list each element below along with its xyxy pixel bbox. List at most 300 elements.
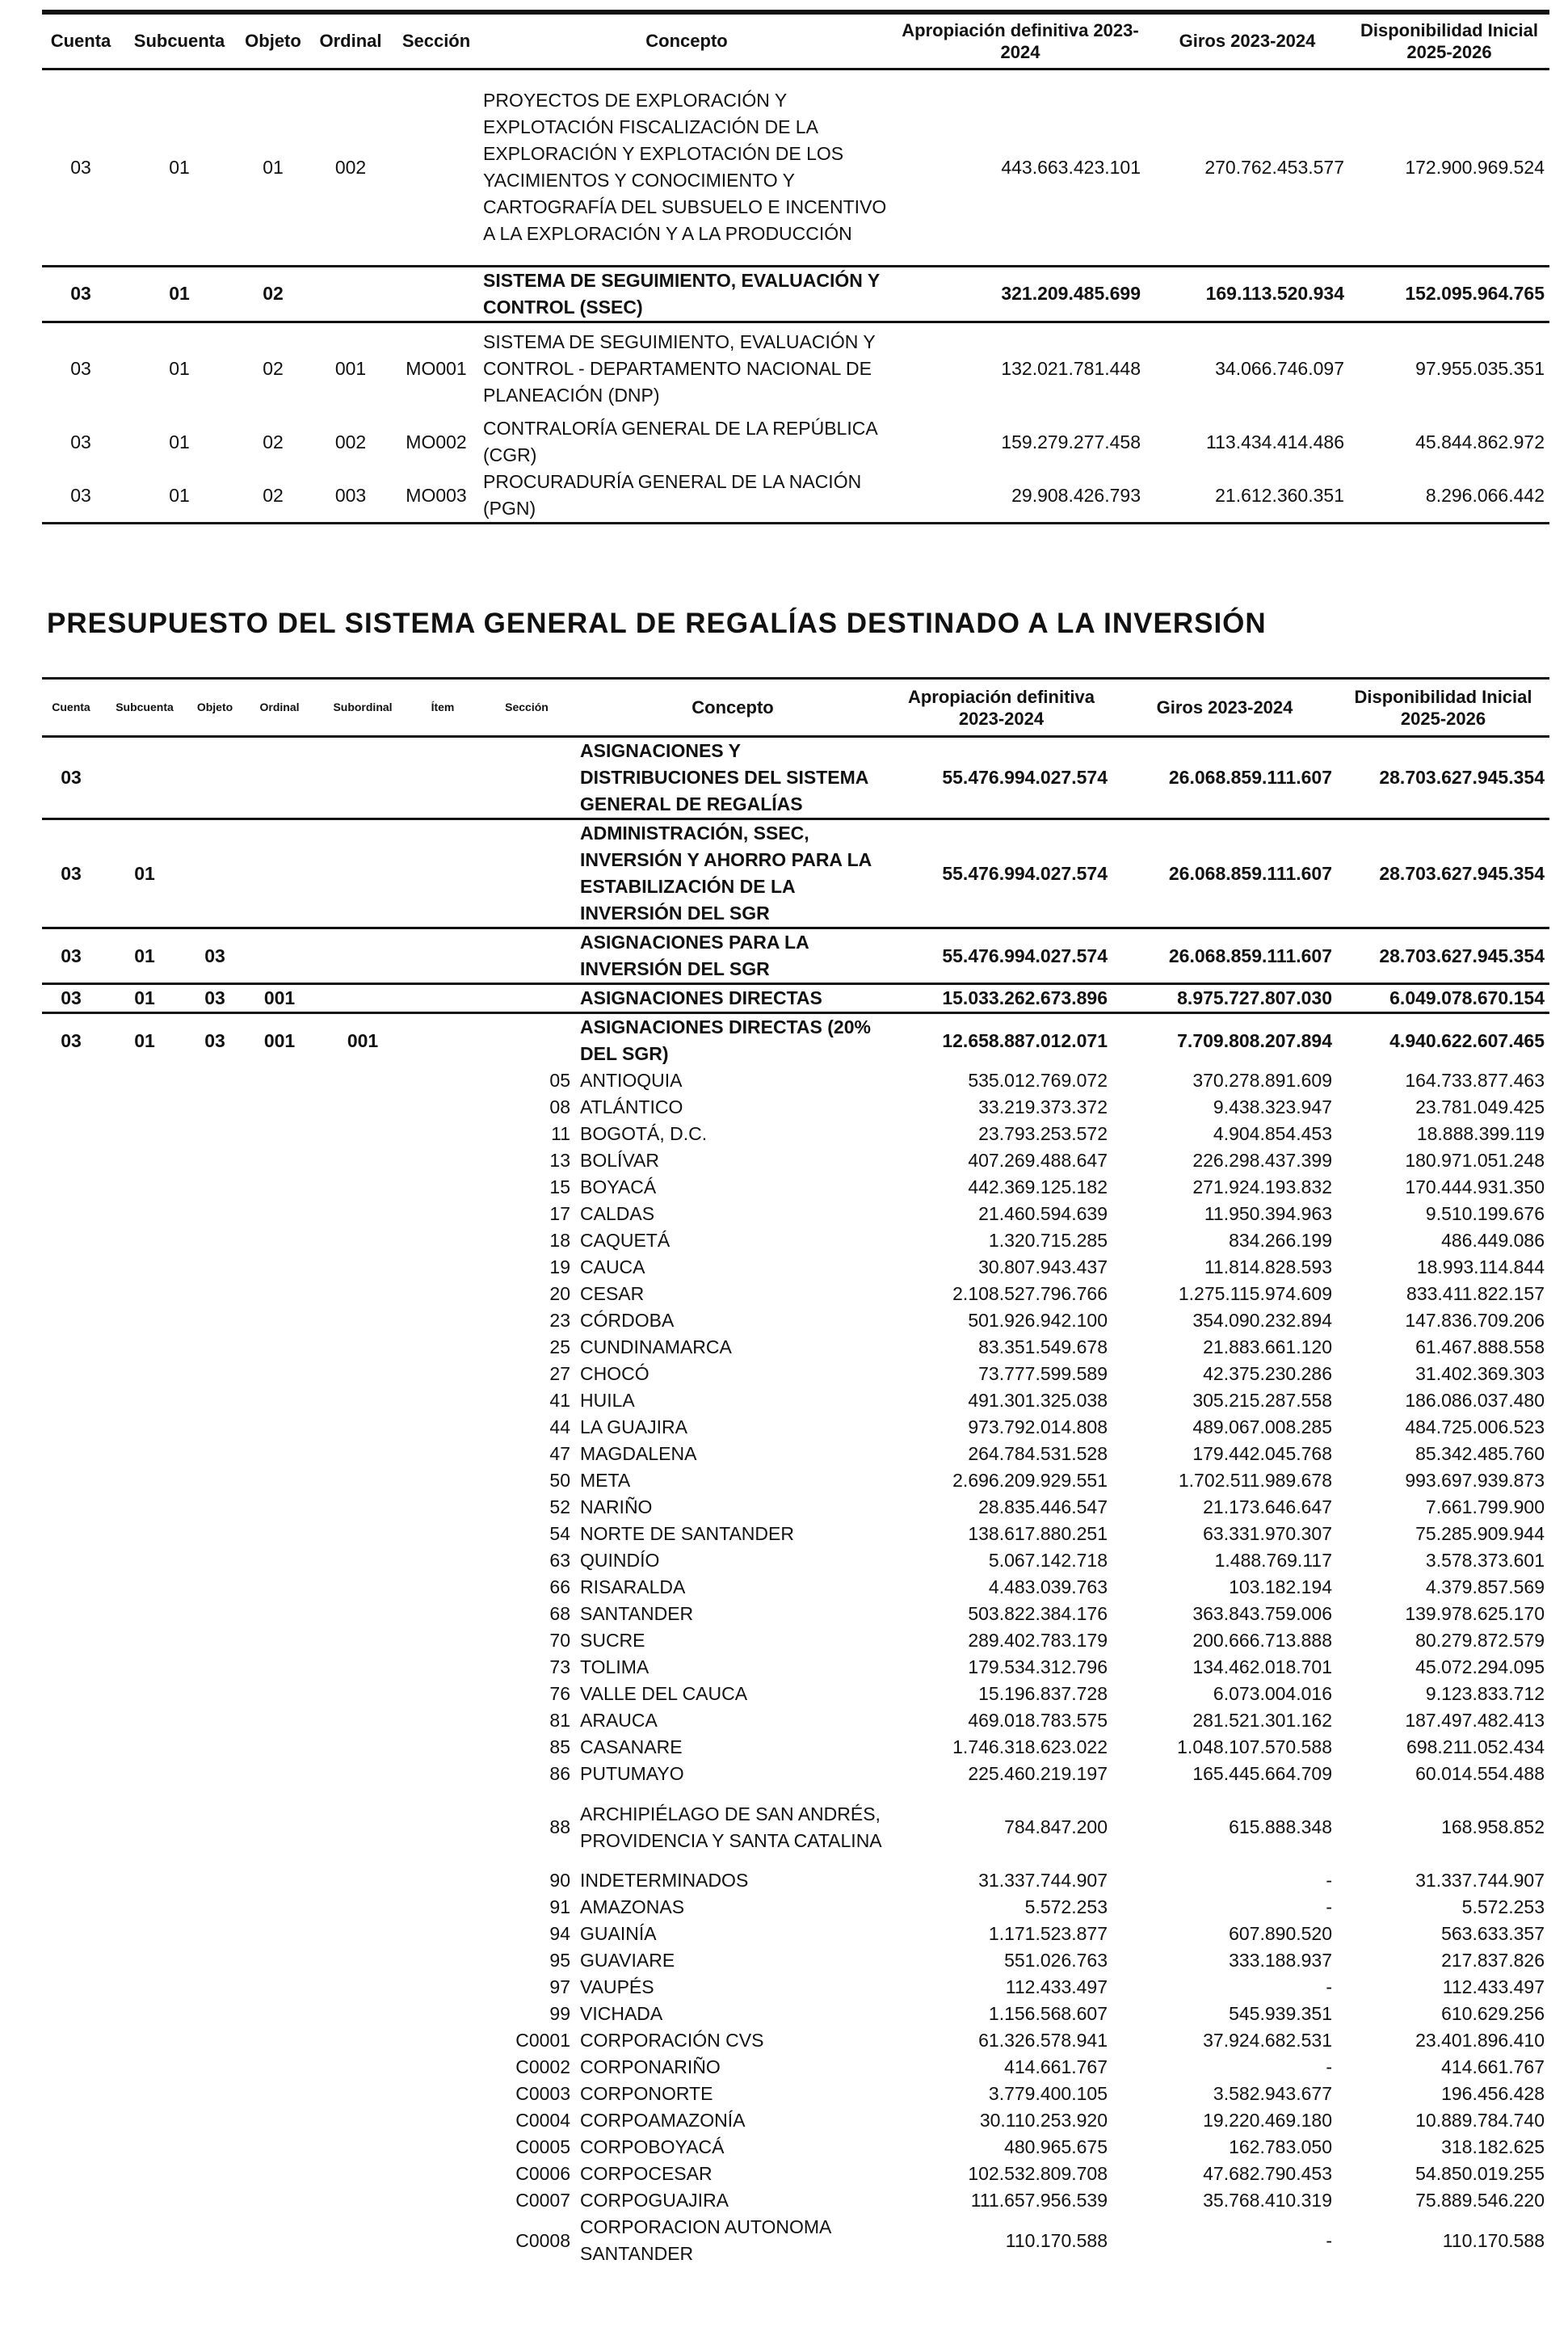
cell-empty — [241, 1654, 318, 1681]
cell-empty — [189, 1067, 241, 1094]
section-title: PRESUPUESTO DEL SISTEMA GENERAL DE REGALÍAS DESTINADO A LA INVERSIÓN — [47, 608, 1267, 639]
cell-empty — [241, 2214, 318, 2267]
cell-concepto: BOLÍVAR — [580, 1150, 659, 1171]
cell-seccion: 19 — [549, 1256, 570, 1277]
cell-empty — [189, 1147, 241, 1174]
cell-concepto: SANTANDER — [580, 1603, 694, 1624]
cell-concepto: SISTEMA DE SEGUIMIENTO, EVALUACIÓN Y CONTROL - DEPARTAMENTO NACIONAL DE PLANEACIÓN (DNP) — [483, 331, 876, 406]
cell-empty — [407, 1334, 478, 1361]
cell-empty — [407, 1254, 478, 1281]
cell-empty — [241, 1307, 318, 1334]
cell-seccion — [394, 69, 478, 266]
cell-disponibilidad: 10.889.784.740 — [1415, 2110, 1545, 2131]
cell-disponibilidad: 7.661.799.900 — [1425, 1496, 1545, 1517]
cell-empty — [42, 1627, 100, 1654]
cell-empty — [407, 1441, 478, 1467]
cell-objeto: 02 — [263, 431, 284, 452]
cell-concepto: ARCHIPIÉLAGO DE SAN ANDRÉS, PROVIDENCIA Y SANTA CATALINA — [580, 1803, 882, 1851]
cell-empty — [407, 1067, 478, 1094]
cell-seccion: 94 — [549, 1923, 570, 1944]
cell-empty — [318, 1761, 407, 1787]
cell-disponibilidad: 4.379.857.569 — [1425, 1576, 1545, 1597]
cell-empty — [189, 1707, 241, 1734]
cell-empty — [407, 1201, 478, 1227]
cell-apropiacion: 29.908.426.793 — [895, 469, 1146, 524]
cell-apropiacion: 112.433.497 — [1005, 1976, 1108, 1997]
cell-empty — [42, 1201, 100, 1227]
cell-subcuenta: 01 — [100, 984, 189, 1013]
header-subordinal: Subordinal — [318, 679, 407, 737]
cell-disponibilidad: 486.449.086 — [1441, 1230, 1545, 1251]
cell-empty — [189, 1201, 241, 1227]
cell-concepto: CONTRALORÍA GENERAL DE LA REPÚBLICA (CGR) — [483, 418, 877, 465]
cell-seccion: 52 — [549, 1496, 570, 1517]
cell-disponibilidad: 45.072.294.095 — [1415, 1656, 1545, 1677]
cell-giros: 363.843.759.006 — [1192, 1603, 1332, 1624]
cell-empty — [241, 1894, 318, 1921]
table-row — [42, 1974, 1549, 2001]
cell-apropiacion: 225.460.219.197 — [968, 1763, 1108, 1784]
cell-disponibilidad: 80.279.872.579 — [1415, 1630, 1545, 1651]
cell-seccion: 85 — [549, 1736, 570, 1757]
cell-seccion: 08 — [549, 1096, 570, 1117]
cell-seccion — [478, 1013, 575, 1068]
cell-concepto: TOLIMA — [580, 1656, 649, 1677]
budget-table-investment — [42, 677, 1549, 2267]
cell-concepto: CORPOCESAR — [580, 2163, 713, 2184]
cell-empty — [189, 1681, 241, 1707]
cell-concepto: ADMINISTRACIÓN, SSEC, INVERSIÓN Y AHORRO PARA LA ESTABILIZACIÓN DE LA INVERSIÓN DEL SGR — [575, 819, 890, 928]
cell-disponibilidad: 152.095.964.765 — [1349, 266, 1549, 322]
cell-apropiacion: 110.170.588 — [1005, 2229, 1108, 2251]
header-cuenta: Cuenta — [42, 679, 100, 737]
cell-empty — [407, 1734, 478, 1761]
cell-seccion: 66 — [549, 1576, 570, 1597]
cell-empty — [100, 1681, 189, 1707]
cell-empty — [100, 1547, 189, 1574]
cell-disponibilidad: 139.978.625.170 — [1405, 1603, 1545, 1624]
cell-disponibilidad: 85.342.485.760 — [1415, 1443, 1545, 1464]
cell-empty — [189, 2081, 241, 2107]
header-concepto: Concepto — [478, 12, 895, 69]
cell-apropiacion: 535.012.769.072 — [968, 1070, 1108, 1091]
cell-giros: 19.220.469.180 — [1203, 2110, 1332, 2131]
cell-concepto: AMAZONAS — [580, 1896, 685, 1917]
cell-empty — [318, 1307, 407, 1334]
cell-empty — [189, 1761, 241, 1787]
cell-empty — [241, 1121, 318, 1147]
cell-apropiacion: 551.026.763 — [1004, 1950, 1108, 1971]
cell-disponibilidad: 18.888.399.119 — [1416, 1123, 1545, 1144]
cell-empty — [241, 1227, 318, 1254]
cell-disponibilidad: 563.633.357 — [1441, 1923, 1545, 1944]
cell-apropiacion: 1.171.523.877 — [988, 1923, 1108, 1944]
cell-seccion: C0008 — [515, 2229, 570, 2251]
cell-concepto: SISTEMA DE SEGUIMIENTO, EVALUACIÓN Y CONTROL (SSEC) — [478, 266, 895, 322]
table-row — [42, 1067, 1549, 1094]
cell-giros: - — [1326, 1870, 1332, 1891]
summary-row — [42, 928, 1549, 984]
cell-disponibilidad: 217.837.826 — [1441, 1950, 1545, 1971]
cell-empty — [100, 1627, 189, 1654]
cell-empty — [100, 1174, 189, 1201]
table-row — [42, 1894, 1549, 1921]
cell-giros: 489.067.008.285 — [1192, 1416, 1332, 1437]
cell-apropiacion: 21.460.594.639 — [978, 1203, 1108, 1224]
summary-row — [42, 819, 1549, 928]
cell-empty — [318, 1227, 407, 1254]
cell-apropiacion: 2.696.209.929.551 — [952, 1470, 1108, 1491]
summary-row — [42, 737, 1549, 819]
cell-apropiacion: 15.196.837.728 — [978, 1683, 1108, 1704]
table-row — [42, 2054, 1549, 2081]
cell-empty — [42, 1067, 100, 1094]
cell-empty — [407, 1147, 478, 1174]
cell-empty — [241, 1974, 318, 2001]
header-subcuenta: Subcuenta — [100, 679, 189, 737]
cell-empty — [100, 1707, 189, 1734]
cell-empty — [407, 1494, 478, 1521]
cell-empty — [407, 1894, 478, 1921]
cell-concepto: CALDAS — [580, 1203, 655, 1224]
cell-empty — [407, 1974, 478, 2001]
cell-objeto — [189, 819, 241, 928]
cell-concepto: ASIGNACIONES DIRECTAS (20% DEL SGR) — [575, 1013, 890, 1068]
cell-empty — [318, 1521, 407, 1547]
cell-empty — [100, 1921, 189, 1947]
cell-empty — [407, 2187, 478, 2214]
cell-disponibilidad: 18.993.114.844 — [1416, 1256, 1545, 1277]
cell-ordinal — [241, 737, 318, 819]
cell-empty — [100, 1521, 189, 1547]
cell-disponibilidad: 196.456.428 — [1441, 2083, 1545, 2104]
cell-giros: 615.888.348 — [1229, 1816, 1332, 1837]
cell-concepto: CESAR — [580, 1283, 645, 1304]
cell-empty — [100, 2134, 189, 2161]
cell-empty — [100, 2081, 189, 2107]
cell-empty — [407, 2001, 478, 2027]
cell-apropiacion: 55.476.994.027.574 — [890, 819, 1112, 928]
cell-empty — [100, 1254, 189, 1281]
cell-apropiacion: 31.337.744.907 — [978, 1870, 1108, 1891]
cell-concepto: PROCURADURÍA GENERAL DE LA NACIÓN (PGN) — [478, 469, 895, 524]
cell-empty — [189, 2134, 241, 2161]
cell-concepto: PUTUMAYO — [580, 1763, 684, 1784]
cell-empty — [42, 1601, 100, 1627]
cell-concepto: BOYACÁ — [580, 1176, 657, 1197]
cell-empty — [100, 2027, 189, 2054]
cell-giros: 165.445.664.709 — [1192, 1763, 1332, 1784]
cell-seccion: 70 — [549, 1630, 570, 1651]
table-row — [42, 2134, 1549, 2161]
cell-empty — [241, 1707, 318, 1734]
cell-ordinal — [307, 266, 394, 322]
cell-empty — [100, 1894, 189, 1921]
table-row — [42, 1174, 1549, 1201]
cell-empty — [42, 1574, 100, 1601]
cell-concepto: VAUPÉS — [580, 1976, 654, 1997]
cell-empty — [241, 1254, 318, 1281]
cell-empty — [241, 1734, 318, 1761]
cell-empty — [407, 1467, 478, 1494]
cell-disponibilidad: 147.836.709.206 — [1405, 1310, 1545, 1331]
cell-giros: 63.331.970.307 — [1203, 1523, 1332, 1544]
cell-seccion: C0005 — [515, 2136, 570, 2157]
cell-empty — [42, 1894, 100, 1921]
cell-item — [407, 819, 478, 928]
cell-empty — [407, 1094, 478, 1121]
cell-empty — [318, 2027, 407, 2054]
cell-subordinal — [318, 928, 407, 984]
cell-seccion: MO003 — [394, 469, 478, 524]
cell-empty — [100, 1654, 189, 1681]
cell-empty — [241, 2134, 318, 2161]
table-row — [42, 415, 1549, 469]
cell-concepto: CORPOBOYACÁ — [580, 2136, 725, 2157]
cell-giros: 169.113.520.934 — [1146, 266, 1349, 322]
cell-giros: 1.702.511.989.678 — [1178, 1470, 1332, 1491]
cell-concepto: PROYECTOS DE EXPLORACIÓN Y EXPLOTACIÓN FISCALIZACIÓN DE LA EXPLORACIÓN Y EXPLOTACIÓN DE LOS YACIMIENTOS Y CONOCIMIENTO Y CARTOGRAFÍA DEL SUBSUELO E INCENTIVO A LA EXPLORACIÓN Y A LA PRODUCCIÓN — [483, 90, 887, 244]
cell-empty — [318, 1574, 407, 1601]
cell-empty — [318, 2214, 407, 2267]
cell-giros: 1.488.769.117 — [1214, 1550, 1332, 1571]
cell-giros: 162.783.050 — [1229, 2136, 1332, 2157]
cell-empty — [241, 2187, 318, 2214]
cell-empty — [189, 2054, 241, 2081]
cell-cuenta: 03 — [42, 819, 100, 928]
cell-empty — [189, 1441, 241, 1467]
cell-empty — [318, 1921, 407, 1947]
cell-giros: 545.939.351 — [1229, 2003, 1332, 2024]
cell-giros: 270.762.453.577 — [1204, 156, 1344, 178]
cell-empty — [189, 1894, 241, 1921]
cell-empty — [189, 1521, 241, 1547]
cell-empty — [241, 1414, 318, 1441]
cell-subcuenta — [100, 737, 189, 819]
cell-empty — [241, 1067, 318, 1094]
cell-empty — [42, 1494, 100, 1521]
cell-empty — [189, 1094, 241, 1121]
cell-seccion: 50 — [549, 1470, 570, 1491]
cell-empty — [42, 1147, 100, 1174]
cell-giros: 42.375.230.286 — [1203, 1363, 1332, 1384]
cell-empty — [42, 1681, 100, 1707]
cell-giros: 370.278.891.609 — [1192, 1070, 1332, 1091]
cell-seccion: 73 — [549, 1656, 570, 1677]
cell-disponibilidad: 4.940.622.607.465 — [1337, 1013, 1549, 1068]
cell-empty — [100, 1227, 189, 1254]
summary-row — [42, 984, 1549, 1013]
cell-seccion — [478, 928, 575, 984]
cell-empty — [42, 1441, 100, 1467]
cell-objeto: 01 — [263, 156, 284, 178]
cell-empty — [100, 1574, 189, 1601]
cell-empty — [100, 1494, 189, 1521]
cell-objeto: 03 — [189, 984, 241, 1013]
cell-seccion: 90 — [549, 1870, 570, 1891]
cell-empty — [407, 2107, 478, 2134]
table-row — [42, 1441, 1549, 1467]
cell-empty — [100, 1867, 189, 1894]
table-row — [42, 1227, 1549, 1254]
cell-seccion: 44 — [549, 1416, 570, 1437]
cell-empty — [42, 1521, 100, 1547]
cell-concepto: BOGOTÁ, D.C. — [580, 1123, 708, 1144]
cell-empty — [318, 1601, 407, 1627]
cell-subordinal — [318, 737, 407, 819]
cell-empty — [318, 1681, 407, 1707]
cell-empty — [189, 2001, 241, 2027]
cell-disponibilidad: 110.170.588 — [1442, 2229, 1545, 2251]
header-concepto: Concepto — [575, 679, 890, 737]
table-row — [42, 1307, 1549, 1334]
cell-empty — [42, 2027, 100, 2054]
cell-giros: 21.612.360.351 — [1146, 469, 1349, 524]
cell-empty — [100, 1307, 189, 1334]
cell-empty — [100, 1761, 189, 1787]
table-row — [42, 1147, 1549, 1174]
table-row — [42, 1361, 1549, 1387]
cell-concepto: CAQUETÁ — [580, 1230, 670, 1251]
cell-disponibilidad: 75.285.909.944 — [1415, 1523, 1545, 1544]
cell-empty — [42, 1254, 100, 1281]
cell-empty — [189, 1414, 241, 1441]
cell-empty — [42, 1361, 100, 1387]
cell-subordinal — [318, 984, 407, 1013]
cell-concepto: CORPONORTE — [580, 2083, 713, 2104]
cell-empty — [100, 1147, 189, 1174]
cell-disponibilidad: 45.844.862.972 — [1415, 431, 1545, 452]
cell-seccion: C0002 — [515, 2056, 570, 2077]
cell-ordinal: 001 — [334, 358, 367, 380]
cell-empty — [189, 1654, 241, 1681]
cell-concepto: CORPOAMAZONÍA — [580, 2110, 746, 2131]
cell-concepto: ANTIOQUIA — [580, 1070, 683, 1091]
cell-disponibilidad: 610.629.256 — [1441, 2003, 1545, 2024]
cell-ordinal — [241, 928, 318, 984]
cell-apropiacion: 1.156.568.607 — [988, 2003, 1108, 2024]
cell-empty — [241, 1547, 318, 1574]
cell-empty — [241, 1681, 318, 1707]
table-row — [42, 266, 1549, 322]
cell-ordinal: 002 — [334, 431, 367, 452]
cell-item — [407, 737, 478, 819]
table-header — [42, 679, 1549, 737]
cell-empty — [318, 1334, 407, 1361]
cell-empty — [42, 1947, 100, 1974]
cell-empty — [42, 1921, 100, 1947]
cell-cuenta: 03 — [70, 156, 91, 178]
cell-subcuenta: 01 — [120, 266, 239, 322]
cell-giros: 354.090.232.894 — [1192, 1310, 1332, 1331]
cell-apropiacion: 102.532.809.708 — [968, 2163, 1108, 2184]
cell-empty — [407, 1521, 478, 1547]
cell-giros: 281.521.301.162 — [1192, 1710, 1332, 1731]
cell-empty — [241, 1361, 318, 1387]
cell-empty — [42, 1547, 100, 1574]
cell-giros: 21.173.646.647 — [1203, 1496, 1332, 1517]
cell-empty — [189, 2187, 241, 2214]
cell-empty — [241, 1787, 318, 1867]
cell-giros: 6.073.004.016 — [1213, 1683, 1332, 1704]
cell-disponibilidad: 97.955.035.351 — [1415, 358, 1545, 380]
header-objeto: Objeto — [239, 12, 307, 69]
cell-empty — [42, 1121, 100, 1147]
cell-empty — [407, 1921, 478, 1947]
cell-empty — [189, 2214, 241, 2267]
cell-empty — [407, 1761, 478, 1787]
cell-disponibilidad: 187.497.482.413 — [1405, 1710, 1545, 1731]
cell-cuenta: 03 — [42, 469, 120, 524]
cell-cuenta: 03 — [70, 358, 91, 380]
cell-empty — [407, 1867, 478, 1894]
table-header — [42, 12, 1549, 69]
cell-disponibilidad: 698.211.052.434 — [1406, 1736, 1545, 1757]
cell-empty — [42, 1867, 100, 1894]
cell-empty — [189, 2027, 241, 2054]
cell-concepto: CORPONARIÑO — [580, 2056, 721, 2077]
cell-apropiacion: 28.835.446.547 — [978, 1496, 1108, 1517]
header-disponibilidad: Disponibilidad Inicial 2025-2026 — [1337, 679, 1549, 737]
cell-giros: 134.462.018.701 — [1192, 1656, 1332, 1677]
table-row — [42, 469, 1549, 524]
cell-empty — [318, 1947, 407, 1974]
cell-disponibilidad: 31.402.369.303 — [1415, 1363, 1545, 1384]
cell-concepto: GUAINÍA — [580, 1923, 657, 1944]
table-row — [42, 1761, 1549, 1787]
cell-seccion: 95 — [549, 1950, 570, 1971]
table-row — [42, 1414, 1549, 1441]
cell-empty — [318, 2001, 407, 2027]
table-row — [42, 1334, 1549, 1361]
cell-empty — [318, 2054, 407, 2081]
cell-giros: 26.068.859.111.607 — [1168, 767, 1332, 788]
cell-cuenta: 03 — [42, 1013, 100, 1068]
budget-table-top — [42, 10, 1549, 524]
cell-ordinal: 001 — [241, 1013, 318, 1068]
cell-empty — [318, 2081, 407, 2107]
table-row — [42, 1281, 1549, 1307]
cell-disponibilidad: 484.725.006.523 — [1405, 1416, 1545, 1437]
cell-empty — [407, 1307, 478, 1334]
cell-apropiacion: 73.777.599.589 — [978, 1363, 1108, 1384]
cell-empty — [407, 1414, 478, 1441]
table-row — [42, 2187, 1549, 2214]
cell-apropiacion: 55.476.994.027.574 — [942, 767, 1108, 788]
cell-seccion — [478, 737, 575, 819]
cell-apropiacion: 159.279.277.458 — [1001, 431, 1141, 452]
cell-empty — [42, 1974, 100, 2001]
table-row — [42, 1627, 1549, 1654]
cell-empty — [189, 1974, 241, 2001]
cell-empty — [241, 1574, 318, 1601]
cell-giros: - — [1326, 1976, 1332, 1997]
cell-cuenta: 03 — [61, 767, 82, 788]
cell-empty — [100, 1787, 189, 1867]
table-row — [42, 1574, 1549, 1601]
cell-empty — [407, 1281, 478, 1307]
cell-apropiacion: 414.661.767 — [1004, 2056, 1108, 2077]
cell-concepto: ASIGNACIONES Y DISTRIBUCIONES DEL SISTEMA GENERAL DE REGALÍAS — [580, 740, 868, 814]
table-row — [42, 322, 1549, 415]
table-row — [42, 1601, 1549, 1627]
cell-empty — [318, 2161, 407, 2187]
header-giros: Giros 2023-2024 — [1112, 679, 1337, 737]
cell-seccion: MO002 — [406, 431, 467, 452]
cell-subordinal — [318, 819, 407, 928]
cell-concepto: ATLÁNTICO — [580, 1096, 683, 1117]
cell-concepto: ASIGNACIONES PARA LA INVERSIÓN DEL SGR — [575, 928, 890, 984]
